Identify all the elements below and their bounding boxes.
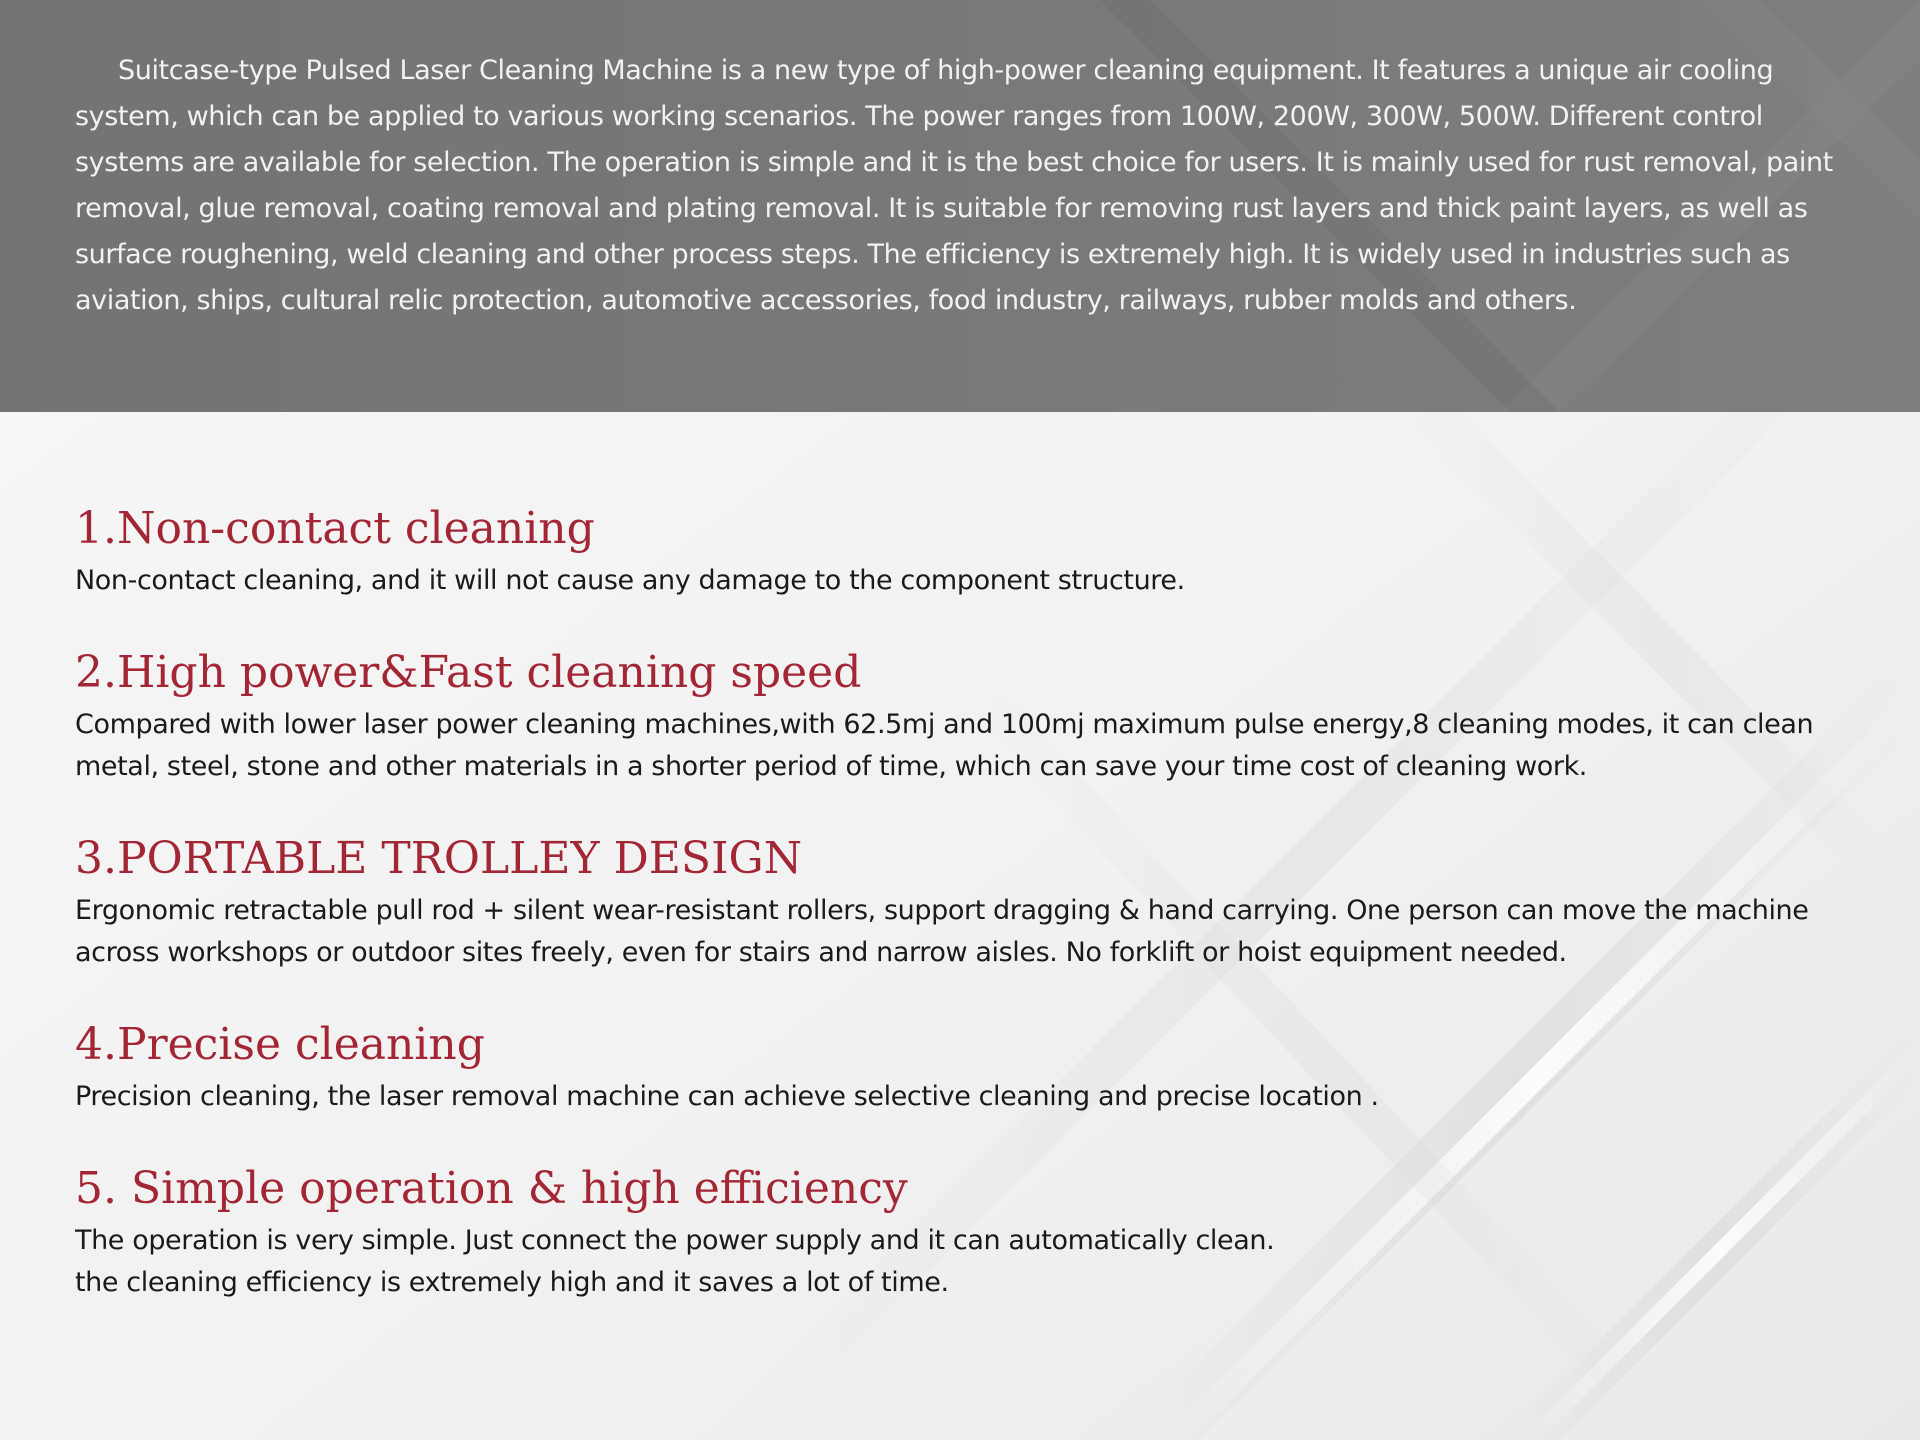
feature-precise-cleaning (75, 1014, 1865, 1118)
feature-non-contact-cleaning (75, 498, 1865, 602)
feature-description-line: Precision cleaning, the laser removal machine can achieve selective cleaning and precise location . (75, 1081, 1379, 1112)
feature-title: 3.PORTABLE TROLLEY DESIGN (75, 833, 803, 884)
feature-description (75, 560, 1865, 602)
feature-description-line: Ergonomic retractable pull rod + silent wear-resistant rollers, support dragging & hand carrying. One person can move the machine across workshops or outdoor sites freely, even for stairs and narrow aisles. No forklift or hoist equipment needed. (75, 895, 1809, 968)
feature-list (75, 498, 1865, 1344)
intro-paragraph: Suitcase-type Pulsed Laser Cleaning Machine is a new type of high-power cleaning equipment. It features a unique air cooling system, which can be applied to various working scenarios. The power ranges from 100W, 200W, 300W, 500W. Different control systems are available for selection. The operation is simple and it is the best choice for users. It is mainly used for rust removal, paint removal, glue removal, coating removal and plating removal. It is suitable for removing rust layers and thick paint layers, as well as surface roughening, weld cleaning and other process steps. The efficiency is extremely high. It is widely used in industries such as aviation, ships, cultural relic protection, automotive accessories, food industry, railways, rubber molds and others. (75, 55, 1833, 316)
feature-description (75, 1220, 1865, 1304)
feature-description (75, 890, 1865, 974)
feature-description (75, 704, 1865, 788)
feature-description-line: The operation is very simple. Just connect the power supply and it can automatically clean. (75, 1225, 1275, 1256)
feature-title: 2.High power&Fast cleaning speed (75, 647, 862, 698)
feature-title: 4.Precise cleaning (75, 1019, 485, 1070)
feature-portable-trolley-design (75, 828, 1865, 974)
feature-title: 1.Non-contact cleaning (75, 503, 595, 554)
feature-description-line: Compared with lower laser power cleaning machines,with 62.5mj and 100mj maximum pulse energy,8 cleaning modes, it can clean metal, steel, stone and other materials in a shorter period of time, which can save your time cost of cleaning work. (75, 709, 1814, 782)
feature-title: 5. Simple operation & high efficiency (75, 1163, 908, 1214)
feature-high-power-fast-speed (75, 642, 1865, 788)
feature-simple-operation (75, 1158, 1865, 1304)
feature-description (75, 1076, 1865, 1118)
feature-description-line: Non-contact cleaning, and it will not cause any damage to the component structure. (75, 565, 1185, 596)
feature-description-line: the cleaning efficiency is extremely high and it saves a lot of time. (75, 1267, 949, 1298)
intro-section (0, 0, 1920, 412)
